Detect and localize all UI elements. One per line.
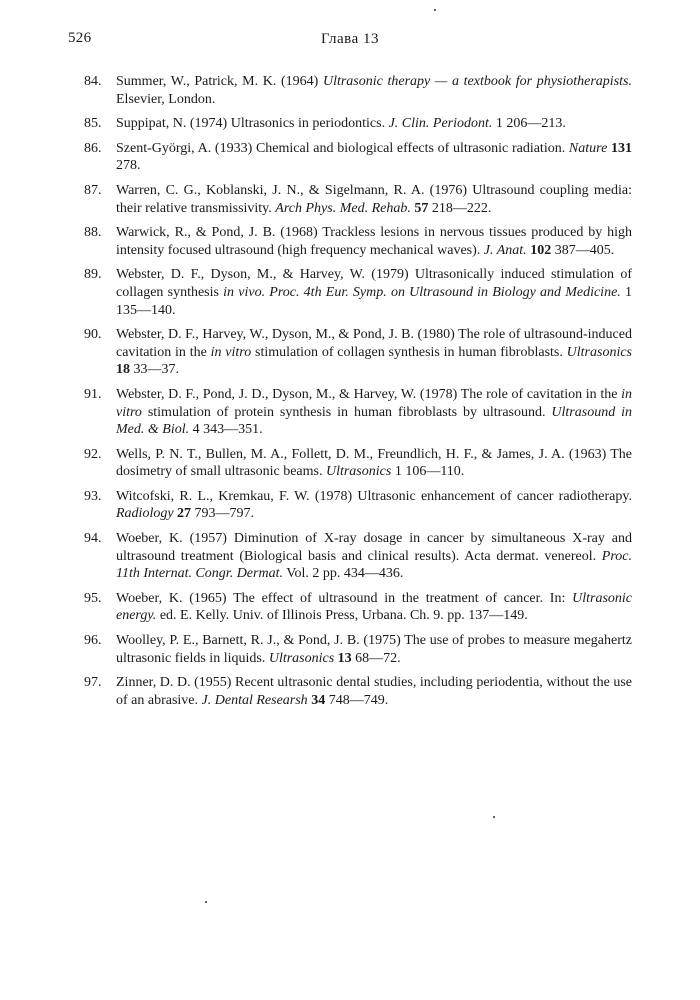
reference-italic-text: in vitro (116, 386, 632, 420)
reference-text: Webster, D. F., Dyson, M., & Harvey, W. (1979) Ultrasonically induced stimulation of collagen synthesis (116, 267, 632, 300)
reference-text: Summer, W., Patrick, M. K. (1964) (116, 74, 323, 89)
reference-text: Witcofski, R. L., Kremkau, F. W. (1978) Ultrasonic enhancement of cancer radiotherapy. (116, 488, 632, 504)
reference-text: 68—72. (351, 650, 401, 666)
reference-text: Webster, D. F., Harvey, W., Dyson, M., & Pond, J. B. (1980) The role of ultrasound-induced cavitation in the (116, 327, 632, 360)
reference-item (84, 386, 632, 439)
reference-text: 1 135—140. (116, 284, 633, 318)
reference-item (84, 182, 632, 217)
reference-number: 91. (84, 386, 102, 402)
reference-italic-text: in vivo. Proc. 4th Eur. Symp. on Ultrasound in Biology and Medicine. (223, 284, 621, 300)
reference-item (84, 326, 632, 379)
reference-text: Warren, C. G., Koblanski, J. N., & Sigelmann, R. A. (1976) Ultrasound coupling media: their relative transmissivity. (116, 182, 632, 216)
reference-italic-text: Ultrasound in Med. & Biol. (116, 404, 632, 438)
reference-italic-text: J. Anat. (483, 242, 527, 258)
reference-text: Webster, D. F., Pond, J. D., Dyson, M., & Harvey, W. (1978) The role of cavitation in the (116, 386, 622, 402)
reference-italic-text: Arch Phys. Med. Rehab. (275, 200, 411, 216)
reference-number: 95. (84, 590, 102, 606)
reference-italic-text: in vitro (210, 344, 252, 360)
reference-number: 90. (84, 327, 102, 343)
reference-number: 92. (84, 446, 102, 462)
reference-italic-text: Ultrasonic therapy — a textbook for physiotherapists. (322, 74, 632, 89)
reference-item (84, 140, 632, 175)
reference-italic-text: Ultrasonics (566, 344, 633, 360)
reference-item (84, 224, 632, 259)
reference-text: Woolley, P. E., Barnett, R. J., & Pond, J. B. (1975) The use of probes to measure megahertz ultrasonic fields in liquids. (116, 633, 632, 666)
reference-item (84, 115, 632, 133)
reference-text: Woeber, K. (1965) The effect of ultrasound in the treatment of cancer. In: (116, 590, 573, 606)
reference-italic-text: J. Clin. Periodont. (388, 116, 493, 132)
reference-volume: 13 (337, 650, 352, 666)
reference-text: 793—797. (191, 506, 255, 522)
reference-text: Woeber, K. (1957) Diminution of X-ray dosage in cancer by simultaneous X-ray and ultrasound treatment (Biological basis and clinical results). Acta dermat. venereol. (116, 531, 632, 564)
reference-text: 278. (116, 158, 141, 174)
reference-volume: 18 (116, 362, 130, 378)
reference-number: 94. (84, 531, 102, 547)
reference-italic-text: Ultrasonics (268, 650, 335, 666)
reference-number: 88. (84, 225, 102, 241)
print-speck (205, 901, 207, 903)
print-speck (493, 816, 495, 818)
reference-item (84, 446, 632, 481)
reference-number: 96. (84, 633, 102, 649)
reference-italic-text: Ultrasonic energy. (116, 590, 632, 624)
running-head: Глава 13 (321, 31, 379, 47)
reference-text: stimulation of collagen synthesis in human fibroblasts. (251, 344, 567, 360)
reference-text: Wells, P. N. T., Bullen, M. A., Follett, D. M., Freundlich, H. F., & James, J. A. (1963) The dosimetry of small ultrasonic beams. (116, 446, 632, 480)
reference-number: 93. (84, 488, 102, 504)
reference-item (84, 530, 632, 583)
reference-volume: 57 (414, 200, 429, 216)
reference-text: Elsevier, London. (116, 91, 216, 107)
reference-number: 86. (84, 140, 102, 156)
reference-item (84, 674, 632, 709)
reference-volume: 34 (311, 692, 326, 708)
reference-number: 97. (84, 675, 102, 691)
reference-text: 748—749. (325, 692, 389, 708)
reference-item (84, 73, 632, 108)
reference-text: 4 343—351. (189, 422, 263, 438)
reference-volume: 102 (530, 242, 552, 258)
reference-item (84, 488, 632, 523)
reference-italic-text: Nature (568, 140, 608, 156)
reference-italic-text: J. Dental Researsh (201, 692, 308, 708)
reference-text: 33—37. (130, 362, 179, 378)
reference-text: 387—405. (551, 242, 615, 258)
print-speck (434, 9, 436, 11)
reference-italic-text: Ultrasonics (325, 464, 392, 480)
reference-text: Warwick, R., & Pond, J. B. (1968) Trackless lesions in nervous tissues produced by high intensity focused ultrasound (high frequency mechanical waves). (116, 225, 632, 258)
reference-item (84, 266, 632, 319)
reference-volume: 27 (177, 506, 192, 522)
reference-text: Szent-Györgi, A. (1933) Chemical and biological effects of ultrasonic radiation. (116, 140, 569, 156)
reference-text: Vol. 2 pp. 434—436. (282, 566, 404, 582)
reference-text: 1 106—110. (391, 464, 465, 480)
reference-text: Zinner, D. D. (1955) Recent ultrasonic dental studies, including periodentia, without the use of an abrasive. (116, 675, 632, 708)
reference-text: stimulation of protein synthesis in human fibroblasts by ultrasound. (141, 404, 552, 420)
reference-number: 85. (84, 116, 102, 132)
reference-italic-text: Radiology (116, 506, 174, 522)
reference-text: 218—222. (428, 200, 492, 216)
reference-number: 89. (84, 267, 102, 283)
reference-text: ed. E. Kelly. Univ. of Illinois Press, Urbana. Ch. 9. pp. 137—149. (156, 608, 528, 624)
reference-number: 87. (84, 182, 102, 198)
reference-volume: 131 (611, 140, 633, 156)
reference-item (84, 590, 632, 625)
reference-number: 84. (84, 74, 102, 89)
reference-italic-text: Proc. 11th Internat. Congr. Dermat. (116, 548, 632, 582)
reference-item (84, 632, 632, 667)
reference-list (84, 73, 632, 716)
page-number: 526 (68, 30, 92, 46)
reference-text: 1 206—213. (492, 116, 566, 132)
reference-text: Suppipat, N. (1974) Ultrasonics in periodontics. (116, 116, 389, 132)
